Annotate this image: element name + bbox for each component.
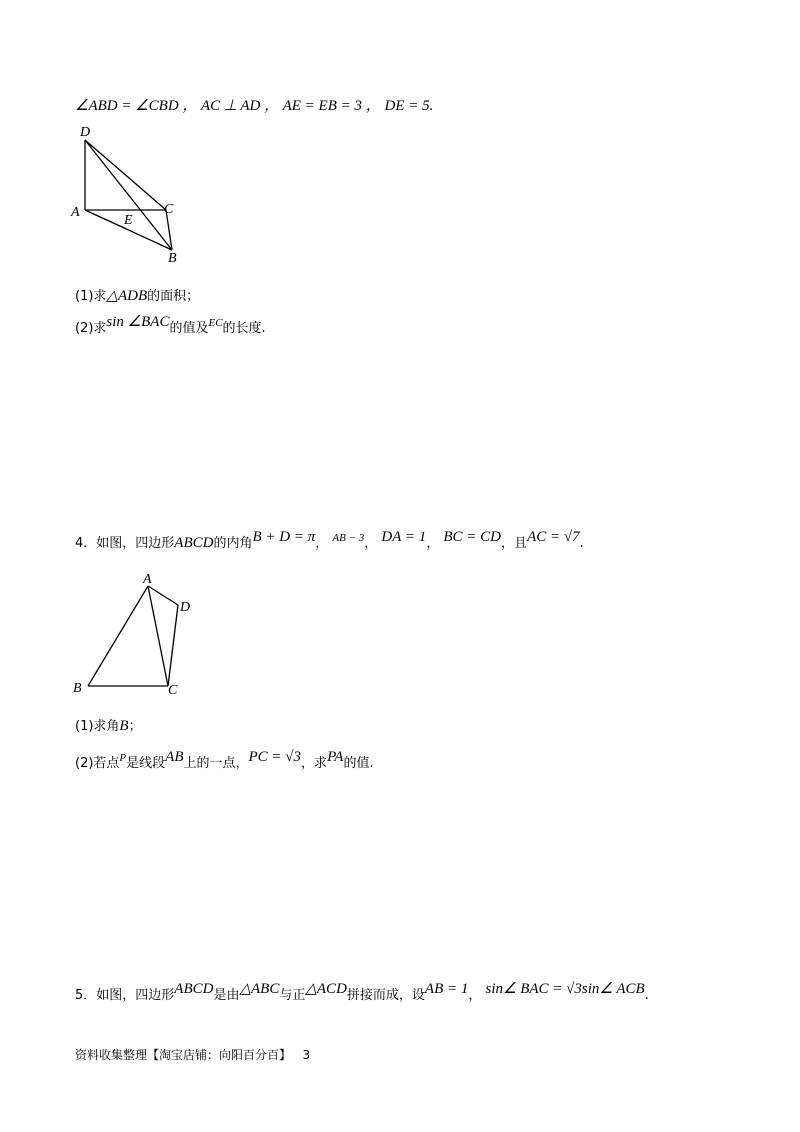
sin-bac: sin ∠BAC (106, 314, 170, 330)
label-d: D (80, 125, 91, 140)
q5-sin-condition: sin∠ BAC = √3sin∠ ACB (485, 981, 645, 997)
problem4-statement: 4．如图，四边形ABCD的内角B + D = π， $^{AB - 3}$， DA = 1， BC = CD，且AC = √7. (75, 529, 584, 551)
q4-cond2: AB − 3 (332, 532, 365, 544)
q4-and: 且 (514, 536, 528, 551)
problem3-part1 (75, 286, 199, 307)
q4-cond5: AC = √7 (527, 529, 580, 545)
page-number: 3 (302, 1048, 311, 1062)
segment-ac (148, 586, 168, 686)
segment-dc (85, 140, 166, 210)
q5-tri-acd: △ACD (305, 981, 347, 997)
label-a: A (71, 205, 80, 220)
q5-end: . (644, 988, 649, 1003)
q4p1-prefix: (1)求角 (75, 719, 120, 734)
q4p2-c: 上的一点， (183, 756, 249, 771)
footer-text: 资料收集整理【淘宝店铺：向阳百分百】 (75, 1048, 292, 1062)
part2-suffix: 的长度. (222, 321, 266, 336)
page-footer (75, 1046, 310, 1063)
problem5-statement (75, 981, 649, 1006)
triangle-adb: △ADB (106, 288, 148, 304)
q4-intro: 4．如图，四边形 (75, 536, 175, 551)
q5-a: 是由 (213, 988, 240, 1003)
q4-cond1: B + D = π (252, 529, 316, 545)
q4-abcd: ABCD (174, 535, 214, 551)
segment-dc (168, 605, 178, 686)
label-b: B (73, 681, 82, 696)
q4p1-suffix: ； (128, 719, 142, 734)
problem4-part2 (75, 749, 374, 774)
segment-ad (148, 586, 178, 605)
label-b: B (168, 251, 177, 266)
pc-condition: PC = √3 (248, 749, 302, 765)
label-a: A (143, 572, 152, 587)
segment-db (85, 140, 172, 250)
problem3-part2 (75, 314, 266, 339)
q5-abcd: ABCD (174, 981, 214, 997)
q4-cond3: DA = 1 (381, 529, 427, 545)
part2-prefix: (2)求 (75, 321, 107, 336)
label-c: C (168, 683, 178, 698)
segment-ab-ref: AB (165, 749, 184, 765)
point-p: P (119, 752, 127, 764)
q5-tri-abc: △ABC (239, 981, 280, 997)
part2-mid: 的值及 (169, 321, 209, 336)
q4-cond4: BC = CD (443, 529, 502, 545)
label-e: E (124, 213, 133, 228)
segment-ab (88, 586, 148, 686)
q5-c: 拼接而成，设 (346, 988, 425, 1003)
part1-suffix: 的面积； (147, 289, 200, 304)
part1-prefix: (1)求 (75, 289, 107, 304)
q5-ab: AB = 1 (424, 981, 469, 997)
q5-d: ， (468, 988, 482, 1003)
problem3-figure (60, 122, 200, 267)
angle-b: B (119, 718, 129, 734)
q4p2-a: (2)若点 (75, 756, 120, 771)
problem3-condition: ∠ABD = ∠CBD ， AC ⊥ AD ， AE = EB = 3 ， DE = 5. (75, 98, 434, 114)
q4p2-e: 的值. (343, 756, 374, 771)
q5-b: 与正 (279, 988, 306, 1003)
label-d: D (180, 600, 191, 615)
problem4-part1 (75, 716, 142, 737)
segment-pa: PA (327, 749, 344, 765)
q5-intro: 5．如图，四边形 (75, 988, 175, 1003)
q4p2-b: 是线段 (126, 756, 166, 771)
q4-inner: 的内角 (213, 536, 253, 551)
segment-ec: EC (208, 317, 223, 329)
q4p2-d: ，求 (301, 756, 328, 771)
problem4-figure (65, 568, 205, 700)
label-c: C (164, 202, 174, 217)
